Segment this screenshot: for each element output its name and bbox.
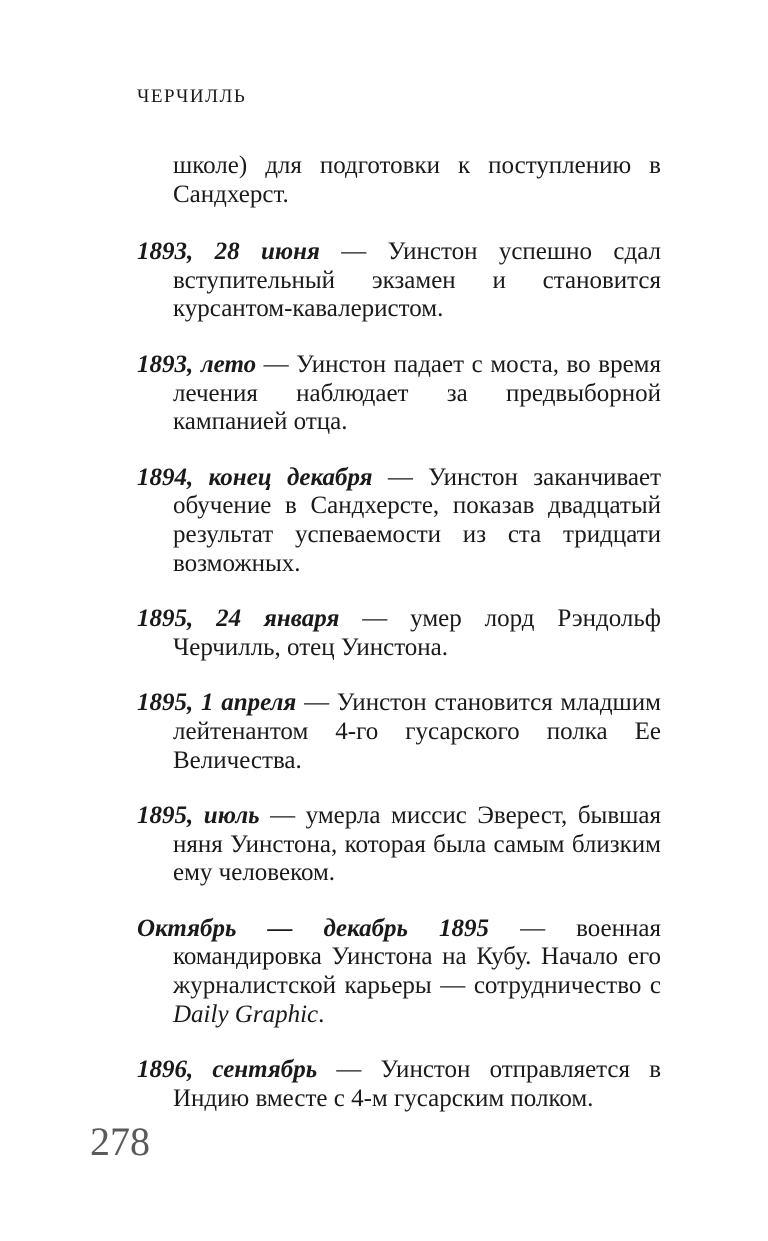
chronology-list	[137, 152, 661, 1140]
entry-text: — Уинстон заканчивает обучение в Сандхерсте, показав двадцатый результат успеваемости из ста тридцати возможных.	[173, 463, 661, 577]
chronology-entry	[137, 802, 661, 888]
entry-text: — Уинстон падает с моста, во время лечения наблюдает за предвыборной кампанией отца.	[173, 350, 661, 436]
entry-date: 1894, конец декабря	[137, 463, 373, 491]
chronology-entry	[137, 689, 661, 775]
chronology-entry	[137, 351, 661, 437]
entry-date: 1893, 28 июня	[137, 238, 320, 266]
publication-title: Daily Graphic	[173, 1000, 319, 1028]
entry-date: Октябрь — декабрь 1895	[137, 914, 490, 942]
entry-text: — Уинстон отправляется в Индию вместе с 4-м гусарским полком.	[173, 1056, 661, 1112]
chronology-entry-continuation	[137, 152, 661, 209]
page-number: 278	[90, 1119, 150, 1164]
chronology-entry	[137, 1056, 661, 1113]
entry-date: 1896, сентябрь	[137, 1056, 318, 1084]
running-head: ЧЕРЧИЛЛЬ	[137, 86, 247, 107]
entry-text: — Уинстон становится младшим лейтенантом 4-го гусарского полка Ее Величества.	[173, 689, 661, 774]
chronology-entry	[137, 464, 661, 578]
entry-text: — умерла миссис Эверест, бывшая няня Уинстона, которая была самым близким ему человеком.	[173, 802, 661, 887]
entry-text: — военная командировка Уинстона на Кубу. Начало его журналистской карьеры — сотрудничество с	[173, 914, 661, 1000]
chronology-entry	[137, 915, 661, 1029]
entry-date: 1895, 24 января	[137, 605, 340, 633]
chronology-entry	[137, 605, 661, 662]
entry-text: — Уинстон успешно сдал вступительный экзамен и становится курсантом-кавалеристом.	[173, 238, 661, 323]
entry-text: школе) для подготовки к поступлению в Сандхерст.	[173, 152, 661, 208]
entry-text: — умер лорд Рэндольф Черчилль, отец Уинстона.	[173, 605, 661, 661]
entry-date: 1895, июль	[137, 802, 260, 830]
entry-date: 1895, 1 апреля	[137, 689, 297, 717]
entry-date: 1893, лето	[137, 350, 257, 378]
chronology-entry	[137, 238, 661, 324]
entry-text-tail: .	[318, 1000, 325, 1028]
